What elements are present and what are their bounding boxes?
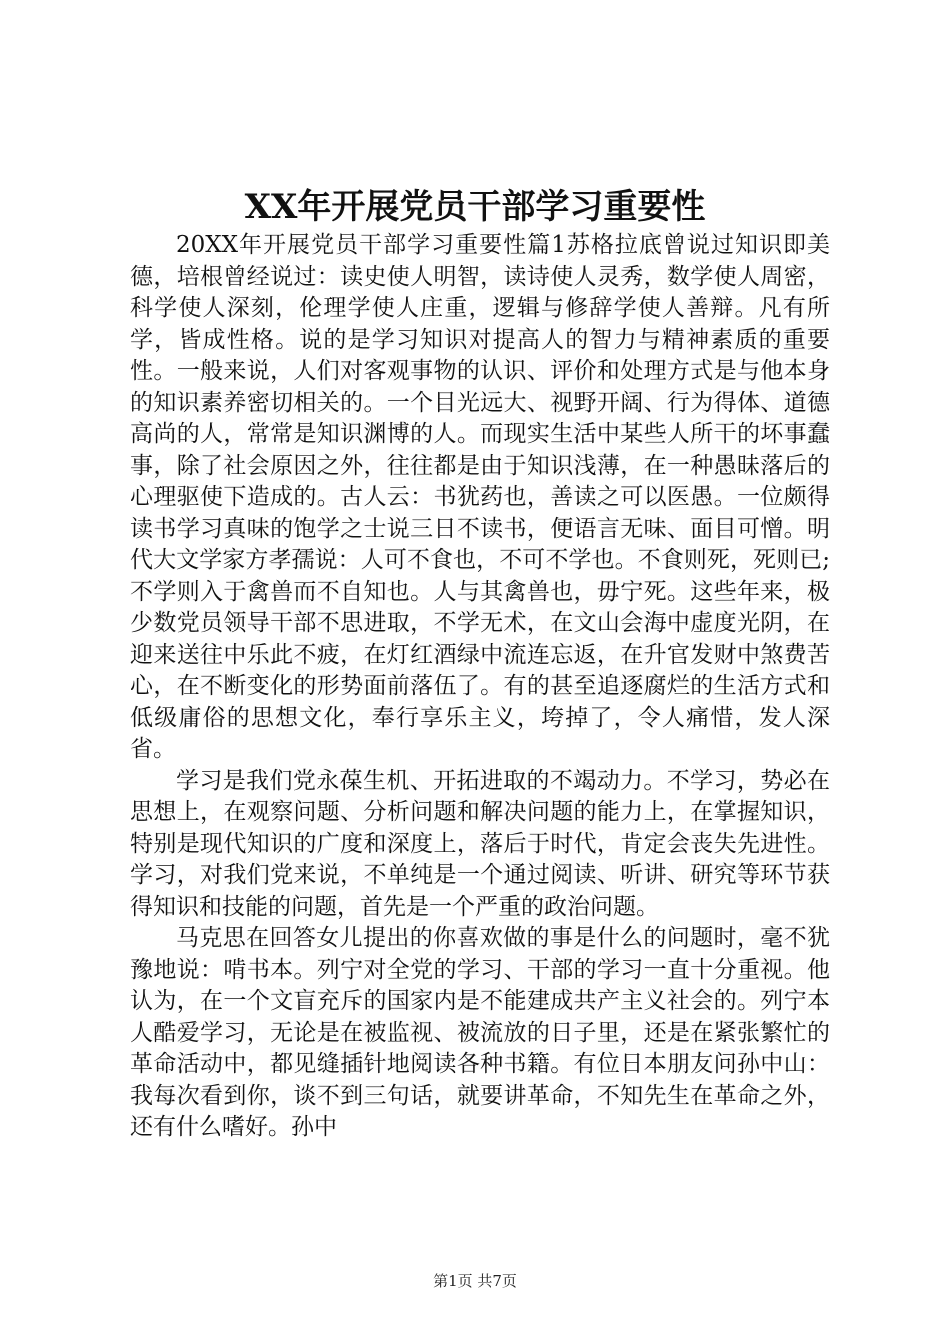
paragraph-2: 学习是我们党永葆生机、开拓进取的不竭动力。不学习，势必在思想上，在观察问题、分析问题和解决问题的能力上，在掌握知识，特别是现代知识的广度和深度上，落后于时代，肯定会丧失先进性。学习，对我们党来说，不单纯是一个通过阅读、听讲、研究等环节获得知识和技能的问题，首先是一个严重的政治问题。 [130,767,830,920]
document-body [130,230,830,1144]
document-title: XX年开展党员干部学习重要性 [244,187,706,227]
page-number-footer: 第1页 共7页 [433,1272,517,1290]
paragraph-3: 马克思在回答女儿提出的你喜欢做的事是什么的问题时，毫不犹豫地说：啃书本。列宁对全党的学习、干部的学习一直十分重视。他认为，在一个文盲充斥的国家内是不能建成共产主义社会的。列宁本人酷爱学习，无论是在被监视、被流放的日子里，还是在紧张繁忙的革命活动中，都见缝插针地阅读各种书籍。有位日本朋友问孙中山：我每次看到你，谈不到三句话，就要讲革命，不知先生在革命之外，还有什么嗜好。孙中 [130,925,830,1140]
paragraph-1: 20XX年开展党员干部学习重要性篇1苏格拉底曾说过知识即美德，培根曾经说过：读史使人明智，读诗使人灵秀，数学使人周密，科学使人深刻，伦理学使人庄重，逻辑与修辞学使人善辩。凡有所学，皆成性格。说的是学习知识对提高人的智力与精神素质的重要性。一般来说，人们对客观事物的认识、评价和处理方式是与他本身的知识素养密切相关的。一个目光远大、视野开阔、行为得体、道德高尚的人，常常是知识渊博的人。而现实生活中某些人所干的坏事蠢事，除了社会原因之外，往往都是由于知识浅薄，在一种愚昧落后的心理驱使下造成的。古人云：书犹药也，善读之可以医愚。一位颇得读书学习真味的饱学之士说三日不读书，便语言无味、面目可憎。明代大文学家方孝孺说：人可不食也，不可不学也。不食则死，死则已;不学则入于禽兽而不自知也。人与其禽兽也，毋宁死。这些年来，极少数党员领导干部不思进取，不学无术，在文山会海中虚度光阴，在迎来送往中乐此不疲，在灯红酒绿中流连忘返，在升官发财中煞费苦心，在不断变化的形势面前落伍了。有的甚至追逐腐烂的生活方式和低级庸俗的思想文化，奉行享乐主义，垮掉了，令人痛惜，发人深省。 [130,232,830,762]
